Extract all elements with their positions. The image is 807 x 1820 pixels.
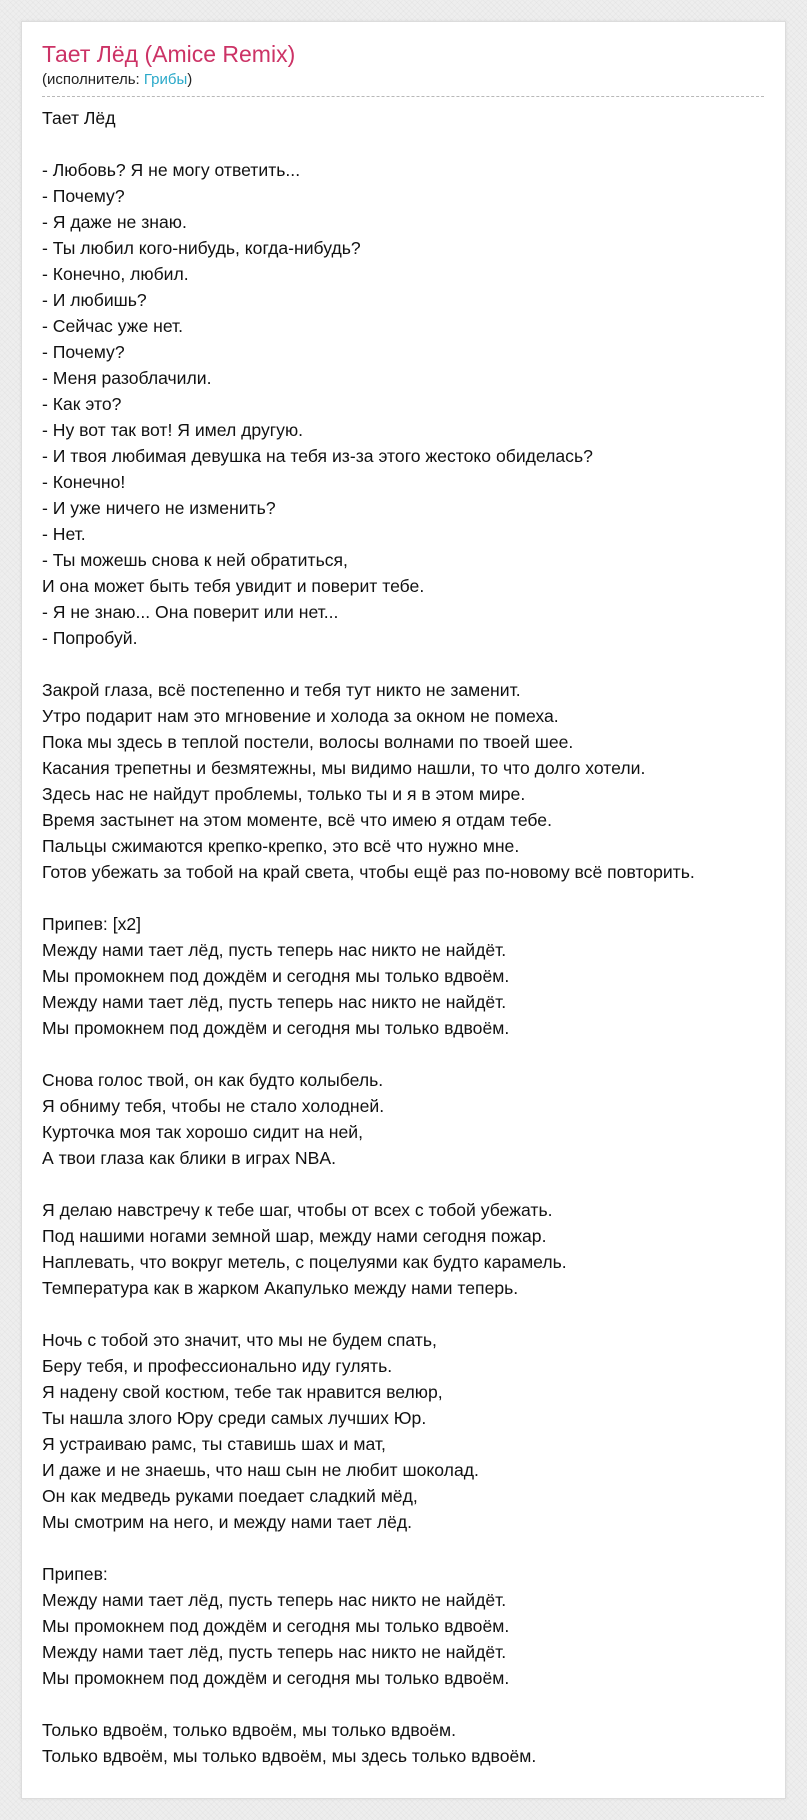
lyric-line: - Конечно! [42, 472, 126, 492]
lyric-line: Пока мы здесь в теплой постели, волосы волнами по твоей шее. [42, 732, 574, 752]
lyric-line: Мы промокнем под дождём и сегодня мы только вдвоём. [42, 1018, 510, 1038]
lyric-line: Закрой глаза, всё постепенно и тебя тут никто не заменит. [42, 680, 521, 700]
lyric-line: Мы промокнем под дождём и сегодня мы только вдвоём. [42, 1668, 510, 1688]
lyric-line: Только вдвоём, мы только вдвоём, мы здесь только вдвоём. [42, 1746, 537, 1766]
stanza-gap [42, 131, 787, 157]
lyric-line: - И любишь? [42, 290, 147, 310]
lyric-line: Он как медведь руками поедает сладкий мёд, [42, 1486, 418, 1506]
lyric-line: Температура как в жарком Акапулько между нами теперь. [42, 1278, 519, 1298]
stanza-gap [42, 1171, 787, 1197]
lyric-line: Между нами тает лёд, пусть теперь нас никто не найдёт. [42, 992, 507, 1012]
lyric-line: Время застынет на этом моменте, всё что имею я отдам тебе. [42, 810, 552, 830]
lyric-line: Готов убежать за тобой на край света, чтобы ещё раз по-новому всё повторить. [42, 862, 695, 882]
lyric-line: Я надену свой костюм, тебе так нравится велюр, [42, 1382, 443, 1402]
lyric-line: - Нет. [42, 524, 86, 544]
lyric-line: - И уже ничего не изменить? [42, 498, 276, 518]
lyric-line: Я устраиваю рамс, ты ставишь шах и мат, [42, 1434, 386, 1454]
lyric-line: - Как это? [42, 394, 122, 414]
stanza-gap [42, 885, 787, 911]
lyric-line: Беру тебя, и профессионально иду гулять. [42, 1356, 393, 1376]
lyric-line: А твои глаза как блики в играх NBA. [42, 1148, 336, 1168]
stanza-gap [42, 1691, 787, 1717]
lyric-line: Между нами тает лёд, пусть теперь нас никто не найдёт. [42, 1590, 507, 1610]
lyric-line: Я обниму тебя, чтобы не стало холодней. [42, 1096, 385, 1116]
lyric-line: Между нами тает лёд, пусть теперь нас никто не найдёт. [42, 940, 507, 960]
lyric-line: - Почему? [42, 186, 125, 206]
lyric-line: Утро подарит нам это мгновение и холода за окном не помеха. [42, 706, 559, 726]
stanza-gap [42, 651, 787, 677]
lyric-line: - Любовь? Я не могу ответить... [42, 160, 301, 180]
lyric-line: - Попробуй. [42, 628, 138, 648]
stanza-gap [42, 1041, 787, 1067]
lyric-line: Ты нашла злого Юру среди самых лучших Юр. [42, 1408, 427, 1428]
lyric-line: - Меня разоблачили. [42, 368, 212, 388]
lyric-line: Я делаю навстречу к тебе шаг, чтобы от всех с тобой убежать. [42, 1200, 553, 1220]
lyric-line: Припев: [42, 1564, 108, 1584]
lyric-line: И она может быть тебя увидит и поверит тебе. [42, 576, 425, 596]
lyric-line: - Сейчас уже нет. [42, 316, 184, 336]
lyric-line: Под нашими ногами земной шар, между нами сегодня пожар. [42, 1226, 547, 1246]
lyric-line: - Ты любил кого-нибудь, когда-нибудь? [42, 238, 361, 258]
lyric-line: - Я даже не знаю. [42, 212, 187, 232]
lyric-line: Касания трепетны и безмятежны, мы видимо нашли, то что долго хотели. [42, 758, 646, 778]
lyric-line: Ночь с тобой это значит, что мы не будем спать, [42, 1330, 437, 1350]
lyrics-card [21, 21, 786, 1799]
song-title: Тает Лёд (Amice Remix) [42, 41, 296, 67]
stanza-gap [42, 1301, 787, 1327]
lyric-line: Пальцы сжимаются крепко-крепко, это всё что нужно мне. [42, 836, 520, 856]
artist-link[interactable]: Грибы [143, 71, 188, 88]
lyric-line: - Почему? [42, 342, 125, 362]
artist-prefix: (исполнитель: [42, 71, 144, 88]
lyric-line: Наплевать, что вокруг метель, с поцелуями как будто карамель. [42, 1252, 567, 1272]
lyric-line: - Я не знаю... Она поверит или нет... [42, 602, 339, 622]
lyric-line: Мы смотрим на него, и между нами тает лёд. [42, 1512, 413, 1532]
lyric-line: Курточка моя так хорошо сидит на ней, [42, 1122, 363, 1142]
lyric-line: Мы промокнем под дождём и сегодня мы только вдвоём. [42, 966, 510, 986]
lyric-line: - И твоя любимая девушка на тебя из-за этого жестоко обиделась? [42, 446, 593, 466]
lyrics-text [42, 105, 787, 1769]
lyric-line: Снова голос твой, он как будто колыбель. [42, 1070, 384, 1090]
lyric-line: - Ты можешь снова к ней обратиться, [42, 550, 348, 570]
lyric-line: Здесь нас не найдут проблемы, только ты и я в этом мире. [42, 784, 526, 804]
song-header [42, 40, 764, 97]
lyric-line: И даже и не знаешь, что наш сын не любит шоколад. [42, 1460, 479, 1480]
stanza-gap [42, 1535, 787, 1561]
lyric-line: - Ну вот так вот! Я имел другую. [42, 420, 304, 440]
artist-line [42, 70, 764, 90]
lyric-line: Припев: [x2] [42, 914, 142, 934]
lyric-line: Тает Лёд [42, 108, 116, 128]
lyric-line: Между нами тает лёд, пусть теперь нас никто не найдёт. [42, 1642, 507, 1662]
lyric-line: Мы промокнем под дождём и сегодня мы только вдвоём. [42, 1616, 510, 1636]
lyric-line: Только вдвоём, только вдвоём, мы только вдвоём. [42, 1720, 457, 1740]
artist-suffix: ) [187, 71, 193, 88]
lyric-line: - Конечно, любил. [42, 264, 189, 284]
